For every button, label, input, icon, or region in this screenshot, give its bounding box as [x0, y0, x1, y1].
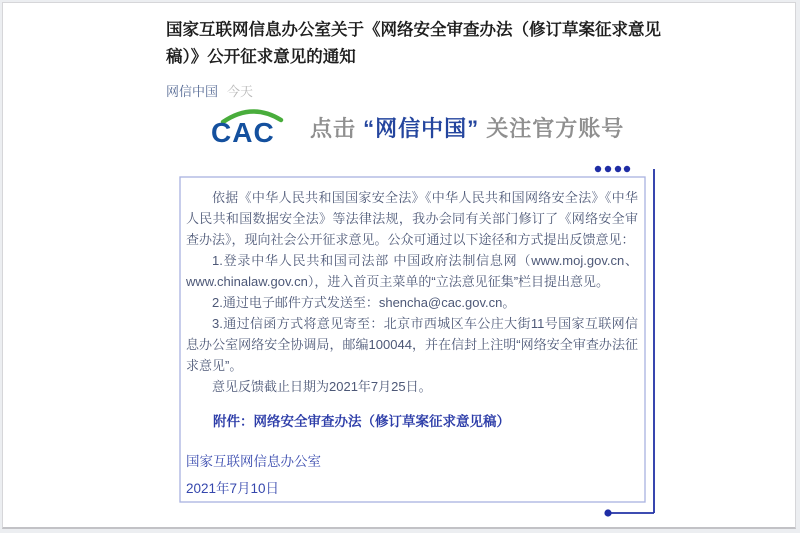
logo-text: CAC	[211, 117, 275, 148]
cac-logo	[209, 105, 295, 149]
banner-suffix: 关注官方账号	[486, 115, 625, 141]
notice-paragraph: 意见反馈截止日期为2021年7月25日。	[212, 379, 432, 394]
notice-paragraph: 依据《中华人民共和国国家安全法》《中华人民共和国网络安全法》《中华人民共和国数据安全法》等法律法规，我办会同有关部门修订了《网络安全审查办法》，现向社会公开征求意见。公众可通过以下途径和方式提出反馈意见：	[186, 190, 638, 247]
notice-paragraph: 1.登录中华人民共和国司法部 中国政府法制信息网（www.moj.gov.cn、www.chinalaw.gov.cn），进入首页主菜单的“立法意见征集”栏目提出意见。	[186, 253, 638, 289]
notice-body	[186, 187, 638, 502]
notice-paragraph: 2.通过电子邮件方式发送至：shencha@cac.gov.cn。	[212, 295, 516, 310]
byline	[166, 81, 253, 100]
article-title: 国家互联网信息办公室关于《网络安全审查办法（修订草案征求意见稿）》公开征求意见的通知	[166, 21, 661, 66]
signature-block	[186, 448, 638, 502]
publish-time: 今天	[227, 84, 254, 99]
signature-org: 国家互联网信息办公室	[186, 454, 321, 469]
banner-text	[310, 112, 624, 143]
account-name-link[interactable]: 网信中国	[166, 84, 219, 99]
banner-account-name: “网信中国”	[363, 115, 480, 141]
signature-date: 2021年7月10日	[186, 481, 280, 496]
notice-paragraph: 3.通过信函方式将意见寄至：北京市西城区车公庄大街11号国家互联网信息办公室网络安全协调局，邮编100044，并在信封上注明“网络安全审查办法征求意见”。	[186, 316, 638, 373]
banner-prefix: 点击	[310, 115, 357, 141]
notice-frame	[161, 163, 661, 519]
attachment-link[interactable]: 附件：网络安全审查办法（修订草案征求意见稿）	[213, 414, 510, 429]
article-page	[2, 2, 796, 529]
follow-banner[interactable]	[209, 105, 624, 149]
